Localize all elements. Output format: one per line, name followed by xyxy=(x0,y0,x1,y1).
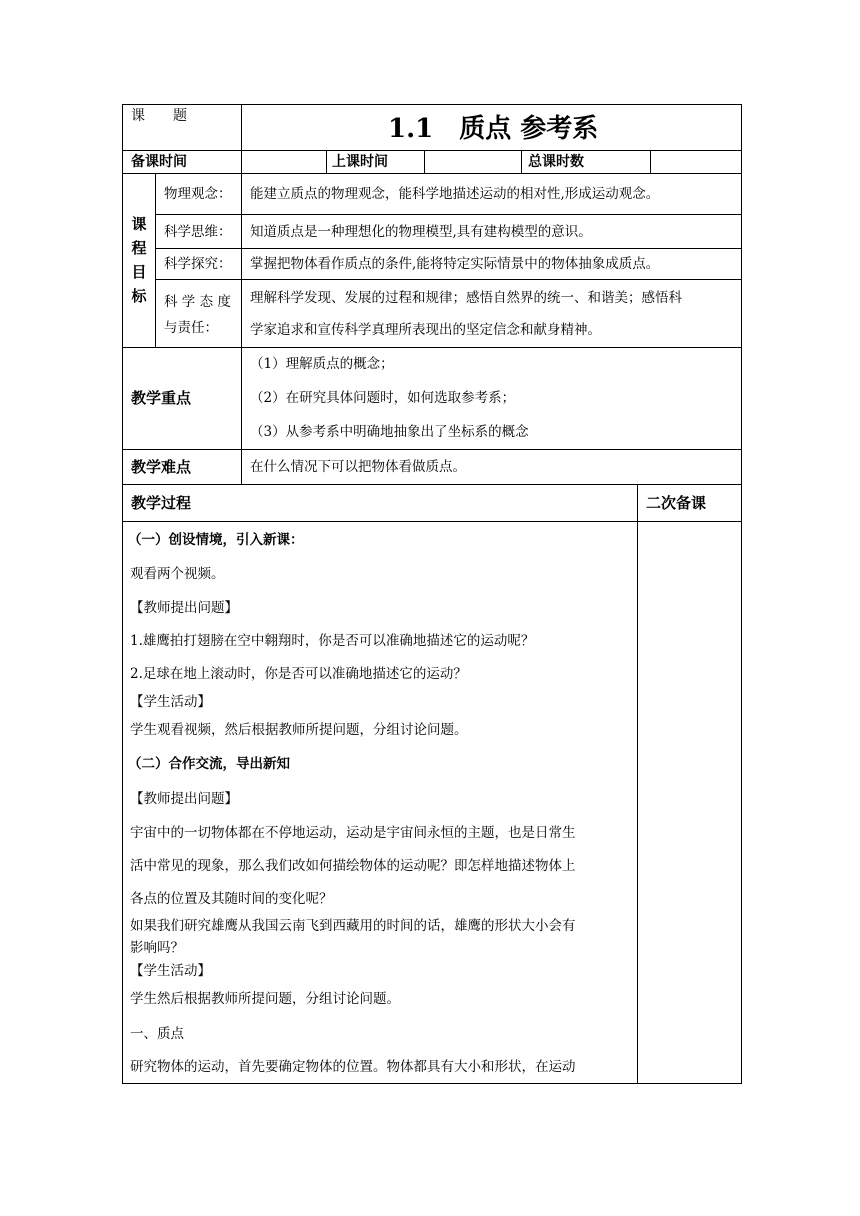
paragraph-line: 活中常见的现象，那么我们改如何描绘物体的运动呢？即怎样地描述物体上 xyxy=(130,858,576,874)
objective-text-inquiry: 掌握把物体看作质点的条件,能将特定实际情景中的物体抽象成质点。 xyxy=(250,256,660,272)
key-point-item: （1）理解质点的概念； xyxy=(250,356,394,372)
objective-label-thinking: 科学思维： xyxy=(164,224,232,240)
col-divider xyxy=(241,104,242,174)
page-title: 1.1 质点 参考系 xyxy=(388,114,599,144)
class-time-label: 上课时间 xyxy=(332,154,388,170)
table-border-bottom xyxy=(122,1083,742,1084)
col-divider xyxy=(326,150,327,174)
process-label: 教学过程 xyxy=(131,494,192,512)
difficulty-label: 教学难点 xyxy=(131,458,192,476)
row-divider xyxy=(122,150,742,151)
objective-text-thinking: 知道质点是一种理想化的物理模型,具有建构模型的意识。 xyxy=(250,224,592,240)
col-divider xyxy=(521,150,522,174)
student-activity-tag: 【学生活动】 xyxy=(130,694,211,710)
paragraph: 学生然后根据教师所提问题，分组讨论问题。 xyxy=(130,991,400,1007)
row-divider xyxy=(155,279,742,280)
second-prep-label: 二次备课 xyxy=(646,494,707,512)
row-divider xyxy=(122,347,742,348)
row-divider xyxy=(122,173,742,174)
student-activity-tag: 【学生活动】 xyxy=(130,963,211,979)
objective-label-attitude-line1: 科 学 态 度 xyxy=(164,294,231,310)
paragraph: 观看两个视频。 xyxy=(130,566,225,582)
table-border-right xyxy=(741,104,742,1084)
objective-label-inquiry: 科学探究： xyxy=(164,256,232,272)
key-point-item: （2）在研究具体问题时，如何选取参考系； xyxy=(250,390,516,406)
col-divider xyxy=(424,150,425,174)
table-border-left xyxy=(122,104,123,1084)
objective-text-physics: 能建立质点的物理观念，能科学地描述运动的相对性,形成运动观念。 xyxy=(250,186,660,202)
key-points-label: 教学重点 xyxy=(131,389,192,407)
objectives-label: 课程目标 xyxy=(131,215,147,305)
row-divider xyxy=(155,214,742,215)
objective-label-attitude-line2: 与责任： xyxy=(164,320,218,336)
paragraph-line: 影响吗？ xyxy=(130,940,184,956)
section-heading: 一、质点 xyxy=(130,1026,184,1042)
difficulty-text: 在什么情况下可以把物体看做质点。 xyxy=(250,459,466,475)
section-heading: （一）创设情境，引入新课： xyxy=(128,532,304,548)
question-item: 1.雄鹰拍打翅膀在空中翱翔时，你是否可以准确地描述它的运动呢？ xyxy=(130,633,535,649)
topic-label: 课 题 xyxy=(131,108,187,124)
col-divider xyxy=(650,150,651,174)
prep-time-label: 备课时间 xyxy=(131,154,187,170)
teacher-question-tag: 【教师提出问题】 xyxy=(130,600,238,616)
row-divider xyxy=(122,449,742,450)
col-divider xyxy=(241,173,242,485)
objective-text-attitude-line2: 学家追求和宣传科学真理所表现出的坚定信念和献身精神。 xyxy=(250,322,601,338)
section-heading: （二）合作交流，导出新知 xyxy=(128,756,290,772)
paragraph-line: 宇宙中的一切物体都在不停地运动，运动是宇宙间永恒的主题，也是日常生 xyxy=(130,825,576,841)
paragraph-line: 各点的位置及其随时间的变化呢？ xyxy=(130,891,333,907)
table-border-top xyxy=(122,104,742,105)
paragraph-line: 研究物体的运动，首先要确定物体的位置。物体都具有大小和形状，在运动 xyxy=(130,1059,576,1075)
objective-text-attitude-line1: 理解科学发现、发展的过程和规律；感悟自然界的统一、和谐美；感悟科 xyxy=(250,290,682,306)
question-item: 2.足球在地上滚动时，你是否可以准确地描述它的运动？ xyxy=(130,666,467,682)
total-hours-label: 总课时数 xyxy=(528,154,584,170)
row-divider xyxy=(122,521,742,522)
teacher-question-tag: 【教师提出问题】 xyxy=(130,791,238,807)
col-divider xyxy=(637,484,638,1084)
objective-label-physics: 物理观念： xyxy=(164,186,232,202)
key-point-item: （3）从参考系中明确地抽象出了坐标系的概念 xyxy=(250,424,529,440)
paragraph-line: 如果我们研究雄鹰从我国云南飞到西藏用的时间的话，雄鹰的形状大小会有 xyxy=(130,918,576,934)
paragraph: 学生观看视频，然后根据教师所提问题，分组讨论问题。 xyxy=(130,722,468,738)
col-divider xyxy=(155,173,156,348)
row-divider xyxy=(155,248,742,249)
row-divider xyxy=(122,484,742,485)
